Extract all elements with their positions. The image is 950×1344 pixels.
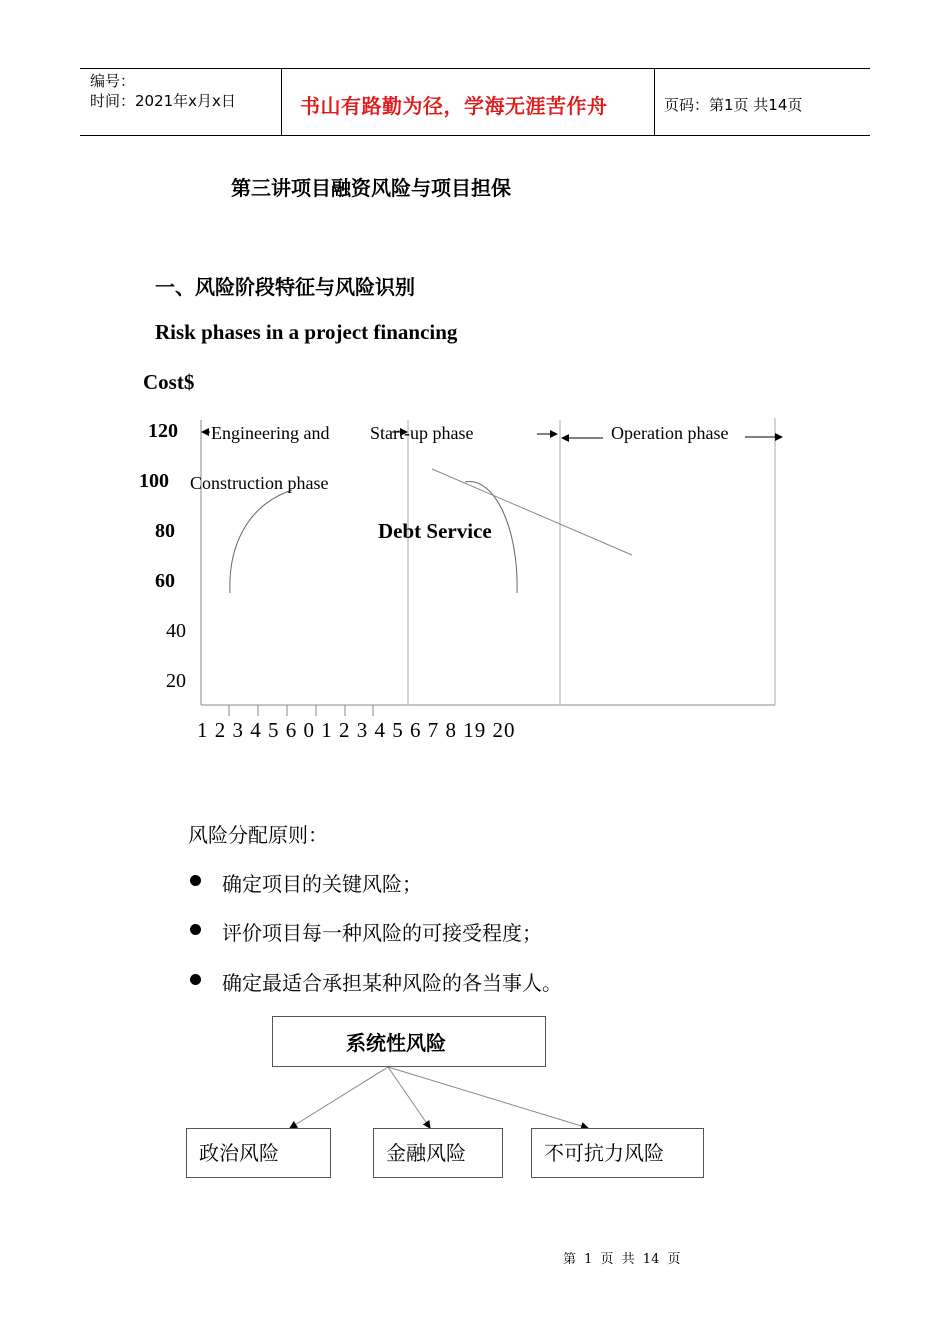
diagram-root-label: 系统性风险 xyxy=(346,1031,446,1055)
chart-ylabel: Cost$ xyxy=(143,370,195,394)
y-tick-label: 20 xyxy=(166,670,186,692)
phase-label-construction-line2: Construction phase xyxy=(190,473,329,493)
y-tick-label: 60 xyxy=(155,570,175,592)
diagram-child-box-political xyxy=(186,1128,331,1178)
principle-item: 确定最适合承担某种风险的各当事人。 xyxy=(222,971,562,995)
phase-label-startup: Start-up phase xyxy=(370,423,474,443)
header-time-label: 时间：2021年x月x日 xyxy=(90,92,236,110)
phase-label-construction: Engineering and xyxy=(211,423,330,443)
page-footer: 第 1 页 共 14 页 xyxy=(563,1252,681,1267)
header-number-label: 编号： xyxy=(90,72,136,90)
diagram-child-box-force-majeure xyxy=(531,1128,704,1178)
diagram-child-label: 金融风险 xyxy=(386,1141,466,1165)
diagram-root-box xyxy=(272,1016,546,1067)
y-tick-label: 100 xyxy=(139,470,169,492)
principle-item: 确定项目的关键风险； xyxy=(222,872,422,896)
y-tick-label: 120 xyxy=(148,420,178,442)
diagram-child-label: 不可抗力风险 xyxy=(544,1141,664,1165)
y-tick-label: 40 xyxy=(166,620,186,642)
header-motto: 书山有路勤为径，学海无涯苦作舟 xyxy=(300,94,608,118)
section-heading: 一、风险阶段特征与风险识别 xyxy=(155,275,415,299)
y-tick-label: 80 xyxy=(155,520,175,542)
section-subheading: Risk phases in a project financing xyxy=(155,320,458,344)
header-page-code: 页码：第1页 共14页 xyxy=(664,96,803,114)
chart-annotation-debt-service: Debt Service xyxy=(378,519,492,543)
diagram-child-label: 政治风险 xyxy=(199,1141,279,1165)
page-title: 第三讲项目融资风险与项目担保 xyxy=(231,176,511,200)
principles-intro: 风险分配原则： xyxy=(188,823,328,847)
x-tick-labels: 1 2 3 4 5 6 0 1 2 3 4 5 6 7 8 19 20 xyxy=(197,718,516,742)
diagram-child-box-financial xyxy=(373,1128,503,1178)
phase-label-operation: Operation phase xyxy=(611,423,729,443)
principle-item: 评价项目每一种风险的可接受程度； xyxy=(222,921,542,945)
